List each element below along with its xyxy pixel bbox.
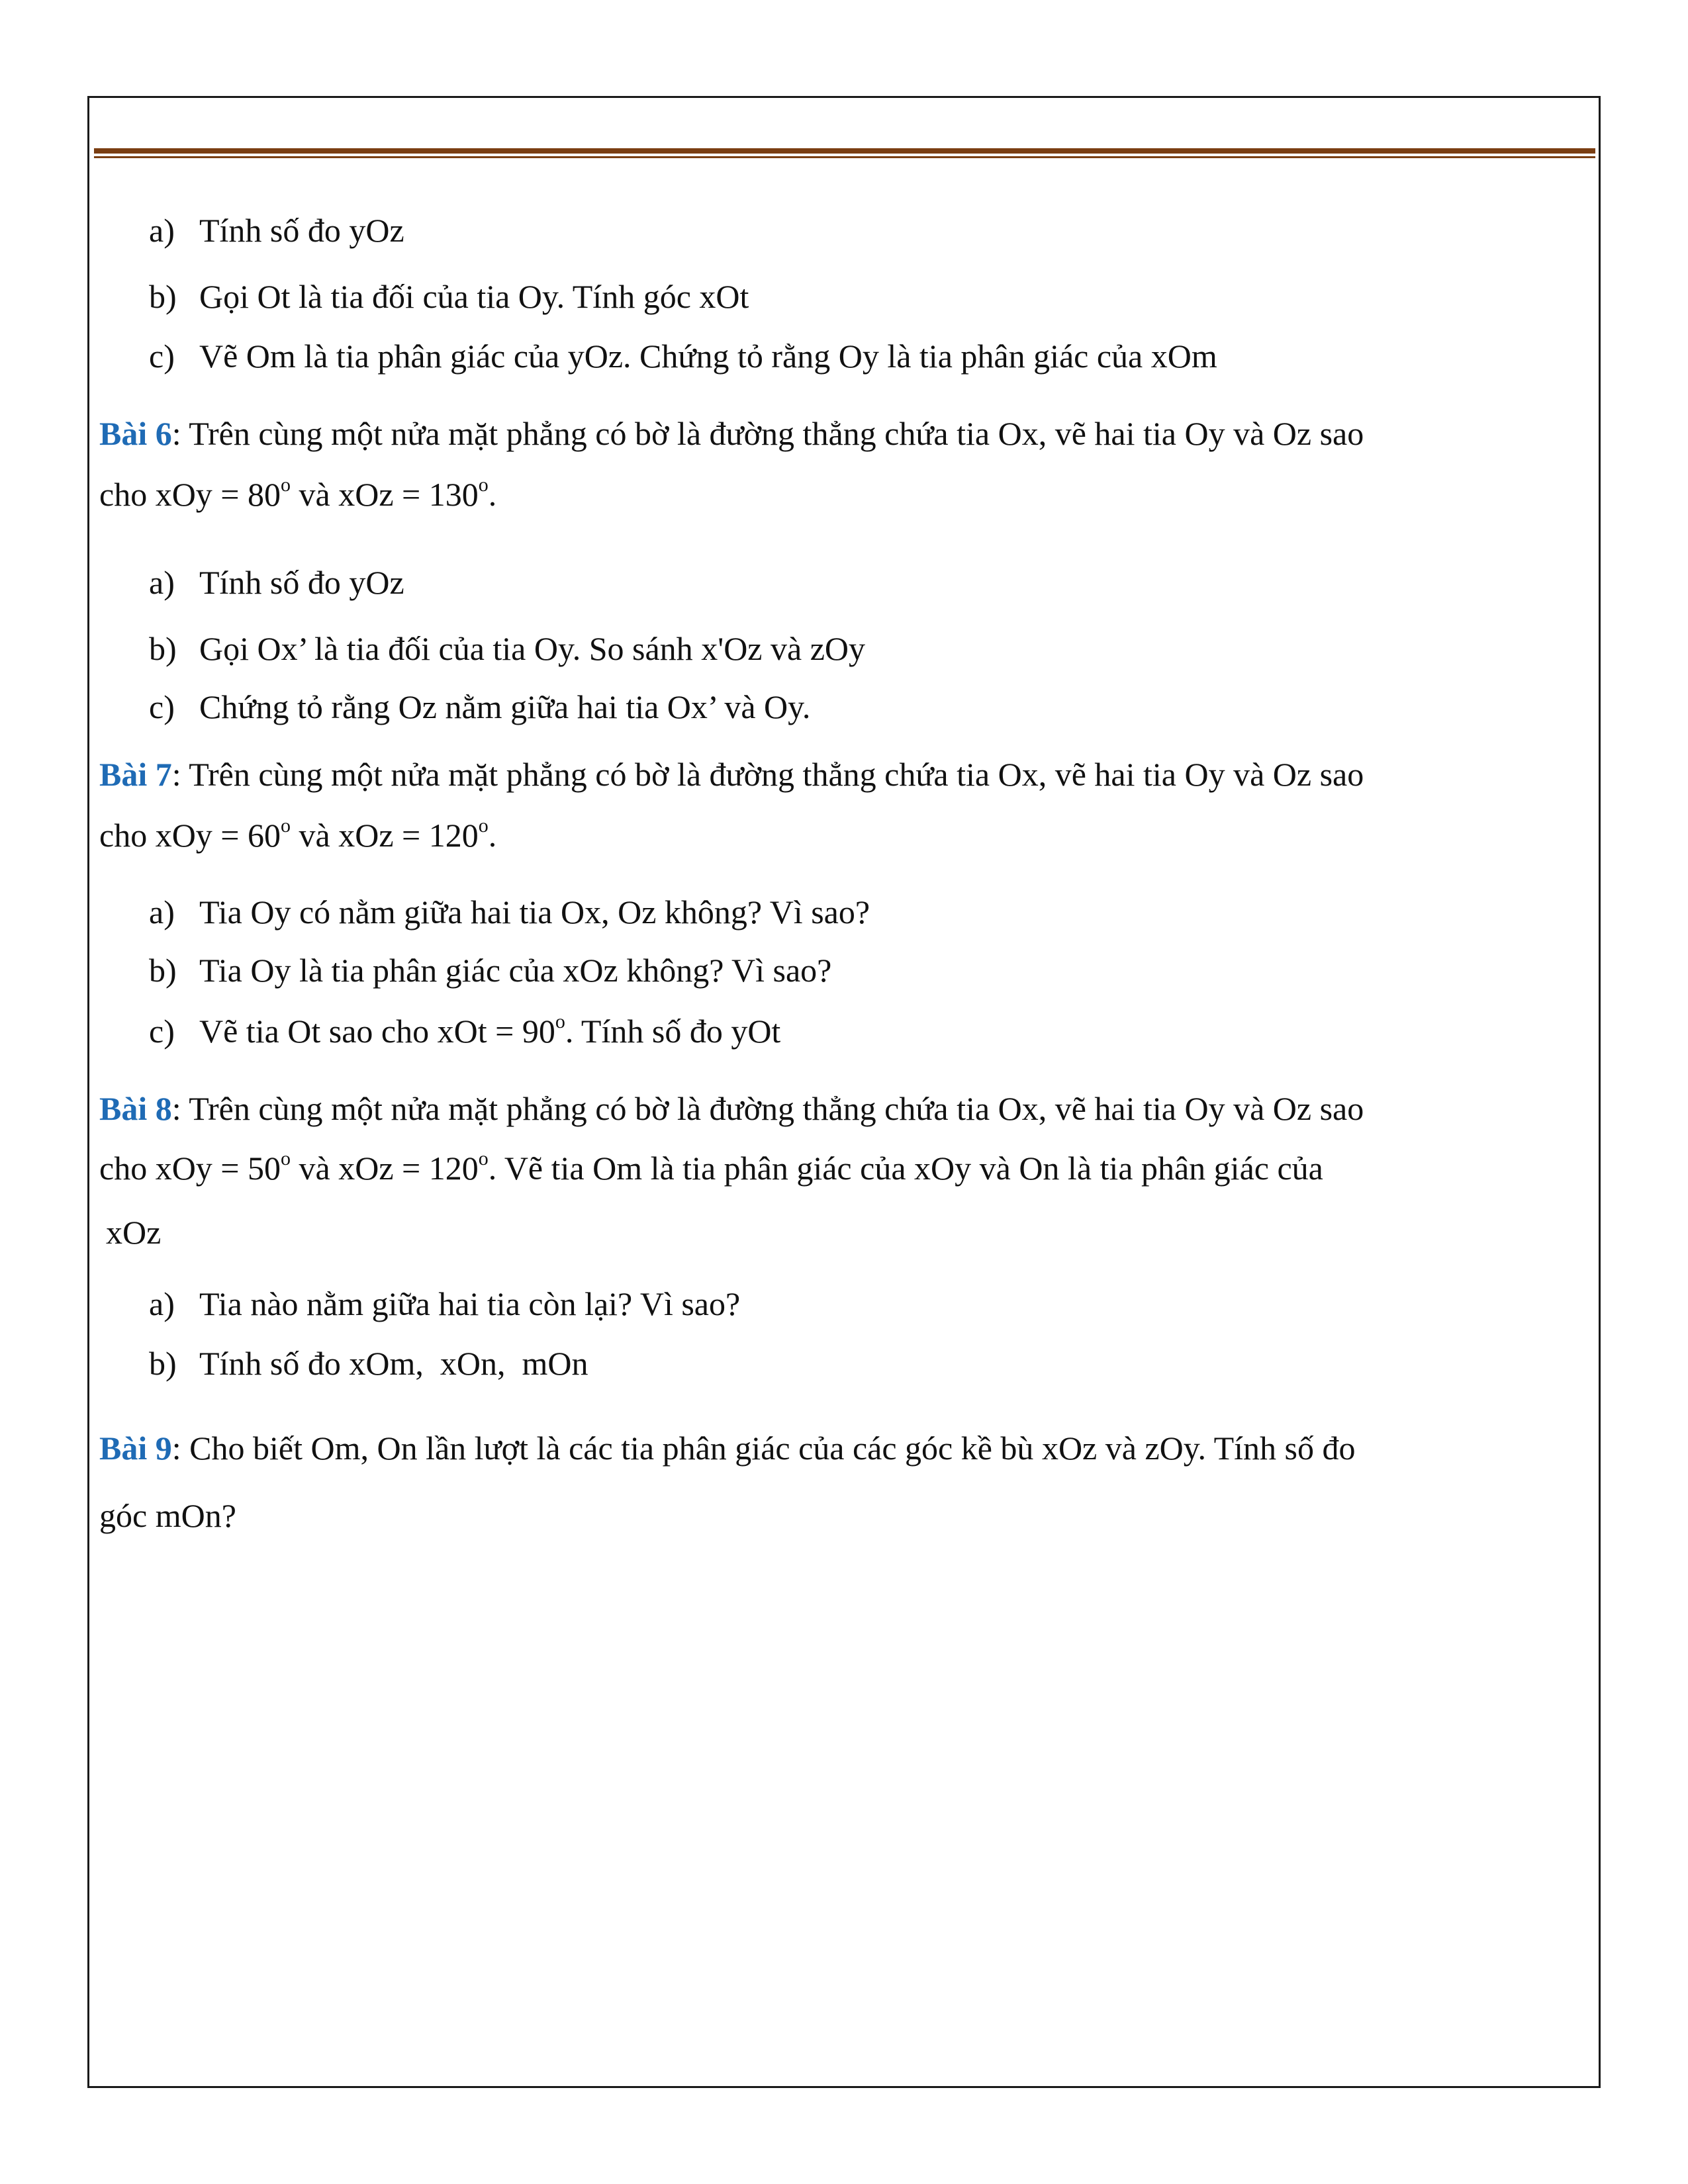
ex7-item-c: c) Vẽ tia Ot sao cho xOt = $90^o$. Tính số đo yOt xyxy=(149,1011,781,1050)
ex7-statement-line2: cho xOy = $60^o$ và xOz = $120^o$. xyxy=(99,815,497,854)
ex6-statement-line2: cho xOy = $80^o$ và xOz = $130^o$. xyxy=(99,474,497,513)
ex8-statement-line2: cho xOy = $50^o$ và xOz = $120^o$. Vẽ tia Om là tia phân giác của xOy và On là tia phân giác của xyxy=(99,1148,1323,1187)
ex5-item-b: b) Gọi Ot là tia đối của tia Oy. Tính góc xOt xyxy=(149,278,749,315)
ex8-item-a: a) Tia nào nằm giữa hai tia còn lại? Vì sao? xyxy=(149,1285,741,1322)
header-rule-thin xyxy=(94,156,1595,158)
ex9-title: Bài 9 xyxy=(99,1430,172,1467)
ex6-title: Bài 6 xyxy=(99,415,172,452)
ex6-item-b: b) Gọi Ox’ là tia đối của tia Oy. So sánh x'Oz và zOy xyxy=(149,630,866,667)
ex7-title: Bài 7 xyxy=(99,756,172,793)
ex8-statement-line3: xOz xyxy=(106,1214,162,1251)
ex7-item-a: a) Tia Oy có nằm giữa hai tia Ox, Oz không? Vì sao? xyxy=(149,893,870,931)
ex8-title: Bài 8 xyxy=(99,1090,172,1127)
ex7-item-b: b) Tia Oy là tia phân giác của xOz không? Vì sao? xyxy=(149,952,832,989)
ex6-statement-line1: Bài 6: Trên cùng một nửa mặt phẳng có bờ là đường thẳng chứa tia Ox, vẽ hai tia Oy và Oz sao xyxy=(99,415,1364,452)
ex9-statement-line2: góc mOn? xyxy=(99,1497,236,1534)
ex7-statement-line1: Bài 7: Trên cùng một nửa mặt phẳng có bờ là đường thẳng chứa tia Ox, vẽ hai tia Oy và Oz sao xyxy=(99,756,1364,793)
ex9-statement-line1: Bài 9: Cho biết Om, On lần lượt là các tia phân giác của các góc kề bù xOz và zOy. Tính số đo xyxy=(99,1430,1356,1467)
ex5-item-c: c) Vẽ Om là tia phân giác của yOz. Chứng tỏ rằng Oy là tia phân giác của xOm xyxy=(149,338,1217,375)
header-rule-thick xyxy=(94,148,1595,154)
ex6-item-c: c) Chứng tỏ rằng Oz nằm giữa hai tia Ox’ và Oy. xyxy=(149,688,811,725)
ex6-item-a: a) Tính số đo yOz xyxy=(149,564,404,601)
ex8-item-b: b) Tính số đo xOm, xOn, mOn xyxy=(149,1345,588,1382)
ex8-statement-line1: Bài 8: Trên cùng một nửa mặt phẳng có bờ là đường thẳng chứa tia Ox, vẽ hai tia Oy và Oz sao xyxy=(99,1090,1364,1127)
ex5-item-a: a) Tính số đo yOz xyxy=(149,212,404,249)
